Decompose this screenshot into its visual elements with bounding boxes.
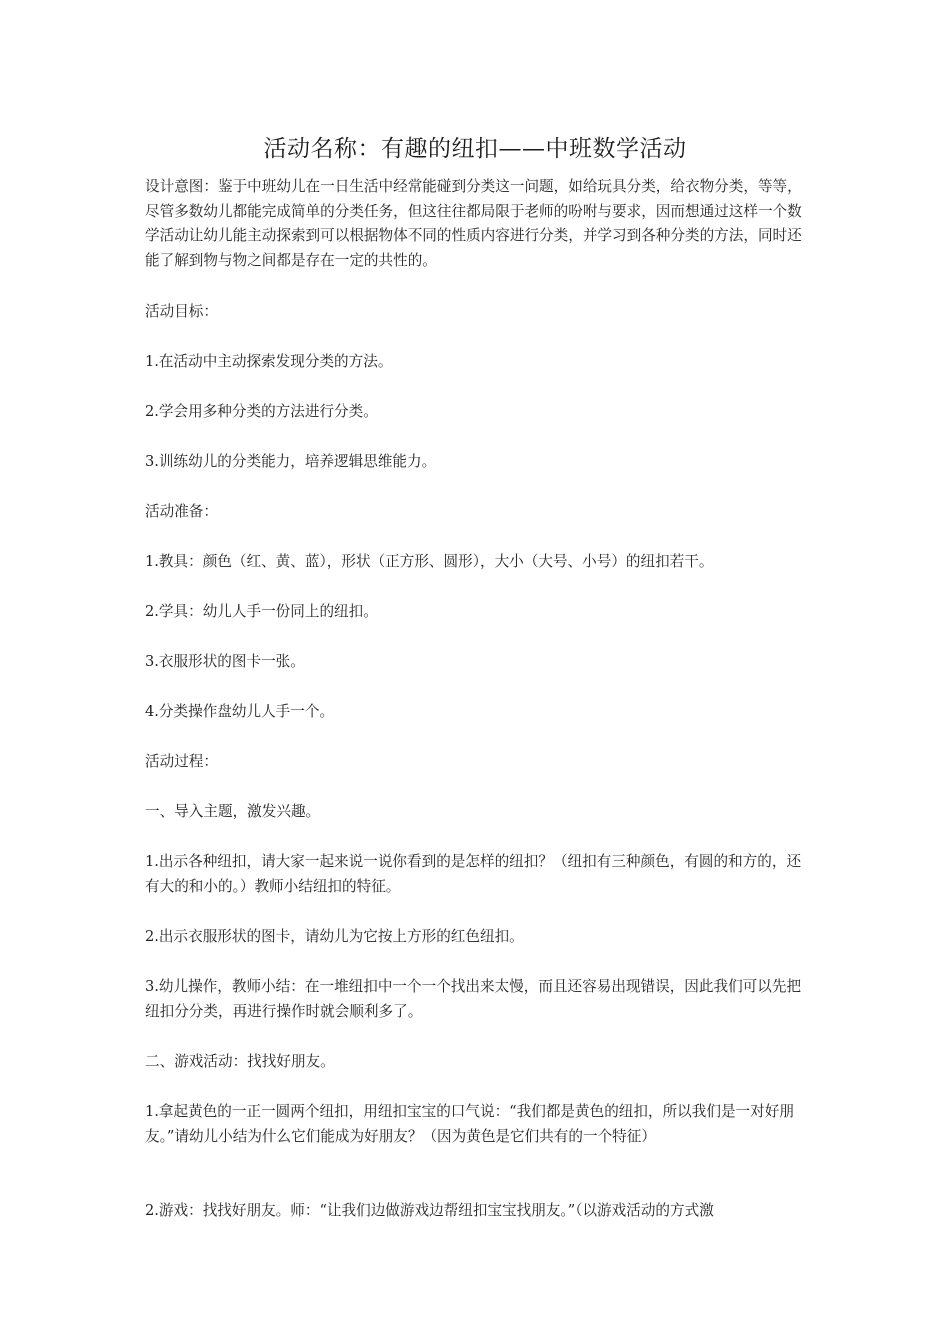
process-section-1-step-3: 3.幼儿操作，教师小结：在一堆纽扣中一个一个找出来太慢，而且还容易出现错误，因此我们可以先把纽扣分分类，再进行操作时就会顺利多了。 [145,978,802,1020]
preparation-heading: 活动准备： [145,503,218,520]
process-section-2-step-1: 1.拿起黄色的一正一圆两个纽扣，用纽扣宝宝的口气说：“我们都是黄色的纽扣，所以我们是一对好朋友。”请幼儿小结为什么它们能成为好朋友？（因为黄色是它们共有的一个特征） [145,1103,794,1145]
process-section-1-step-1: 1.出示各种纽扣，请大家一起来说一说你看到的是怎样的纽扣？（纽扣有三种颜色，有圆的和方的，还有大的和小的。）教师小结纽扣的特征。 [145,853,802,895]
process-section-2-step-2: 2.游戏：找找好朋友。师：“让我们边做游戏边帮纽扣宝宝找朋友。”（以游戏活动的方式激 [145,1202,714,1219]
process-heading: 活动过程： [145,753,218,770]
process-section-1-heading: 一、导入主题，激发兴趣。 [145,803,321,820]
preparation-item-3: 3.衣服形状的图卡一张。 [145,653,305,670]
process-section-2-heading: 二、游戏活动：找找好朋友。 [145,1053,335,1070]
document-title: 活动名称：有趣的纽扣——中班数学活动 [263,136,687,162]
preparation-item-2: 2.学具：幼儿人手一份同上的纽扣。 [145,603,378,620]
objective-item-1: 1.在活动中主动探索发现分类的方法。 [145,353,393,370]
preparation-item-1: 1.教具：颜色（红、黄、蓝），形状（正方形、圆形），大小（大号、小号）的纽扣若干。 [145,553,714,570]
objective-item-3: 3.训练幼儿的分类能力，培养逻辑思维能力。 [145,453,437,470]
objectives-heading: 活动目标： [145,303,218,320]
preparation-item-4: 4.分类操作盘幼儿人手一个。 [145,703,335,720]
objective-item-2: 2.学会用多种分类的方法进行分类。 [145,403,378,420]
design-intent-paragraph: 设计意图：鉴于中班幼儿在一日生活中经常能碰到分类这一问题，如给玩具分类，给衣物分类，等等，尽管多数幼儿都能完成简单的分类任务，但这往往都局限于老师的吩咐与要求，因而想通过这样一个数学活动让幼儿能主动探索到可以根据物体不同的性质内容进行分类，并学习到各种分类的方法，同时还能了解到物与物之间都是存在一定的共性的。 [145,178,802,269]
process-section-1-step-2: 2.出示衣服形状的图卡，请幼儿为它按上方形的红色纽扣。 [145,928,524,945]
